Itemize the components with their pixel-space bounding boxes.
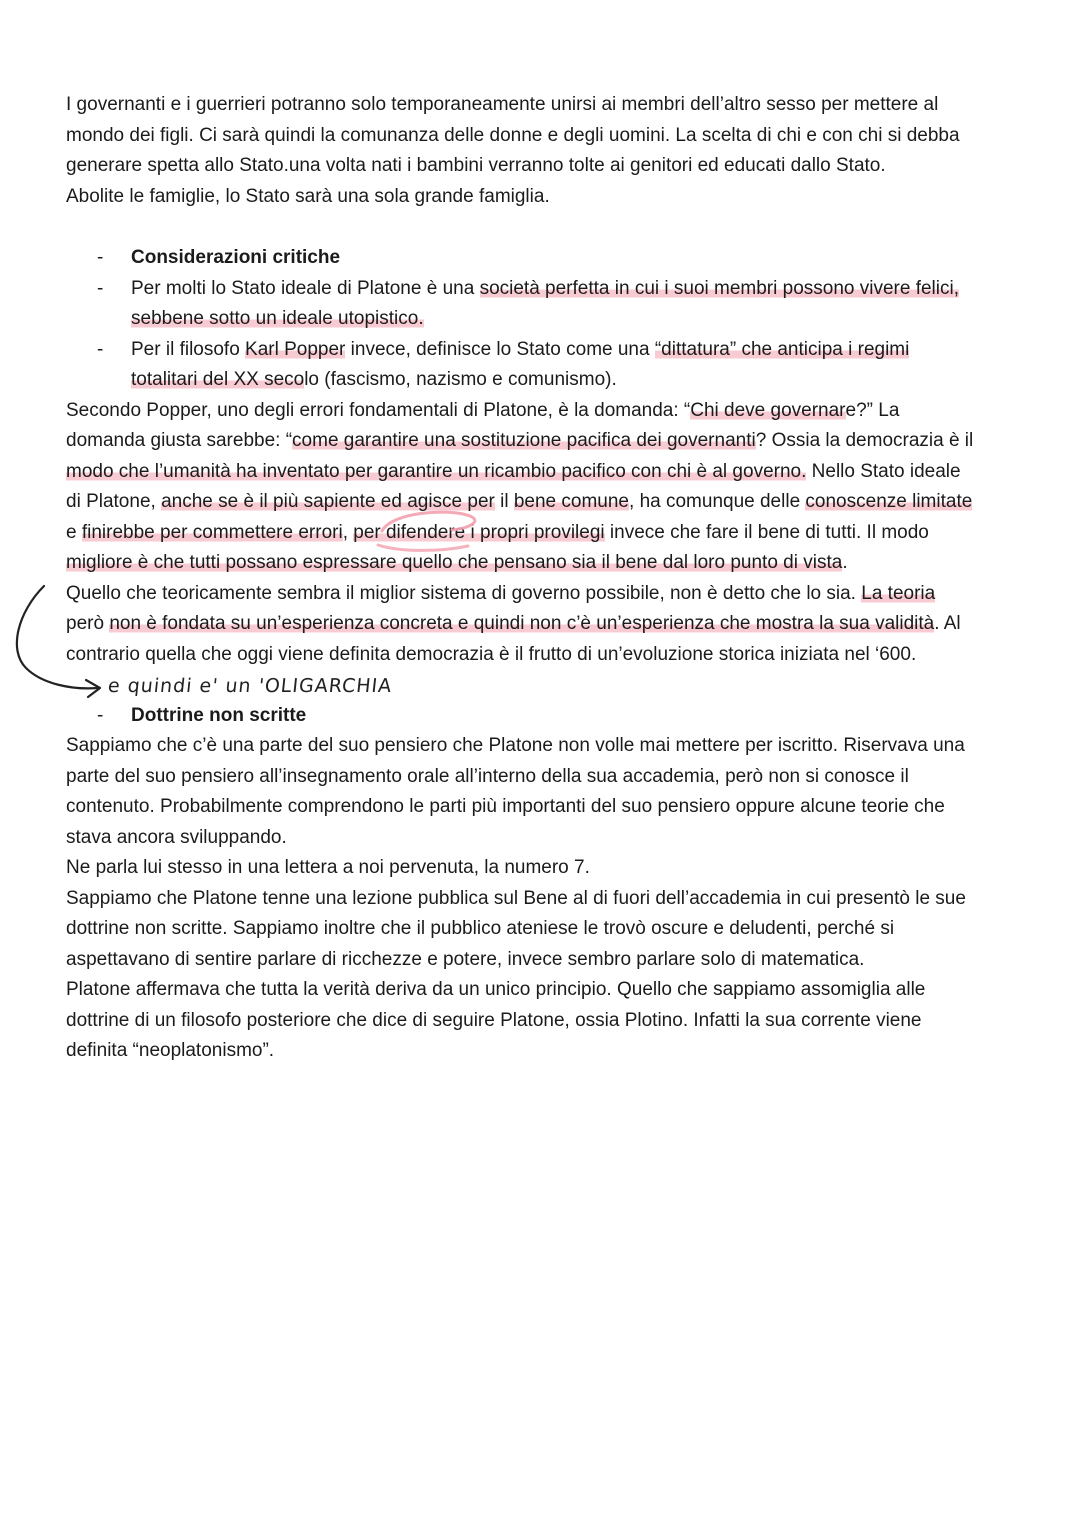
paragraph-line: contenuto. Probabilmente comprendono le parti più importanti del suo pensiero oppure alcune teorie che	[66, 796, 945, 817]
highlighted-text: Karl Popper	[245, 339, 346, 360]
paragraph-line: Abolite le famiglie, lo Stato sarà una sola grande famiglia.	[66, 186, 550, 207]
bullet-dash: -	[97, 247, 104, 268]
section-heading-dottrine: Dottrine non scritte	[131, 705, 307, 726]
bullet-dash: -	[97, 339, 104, 360]
highlighted-text: non è fondata su un’esperienza concreta e quindi non c’è un’esperienza che mostra la sua validità	[109, 613, 935, 634]
highlighted-text: società perfetta in cui i suoi membri possono vivere felici,	[479, 278, 959, 299]
paragraph-line: generare spetta allo Stato.una volta nati i bambini verranno tolte ai genitori ed educati dallo Stato.	[66, 155, 886, 176]
text-run: domanda giusta sarebbe: “	[66, 430, 293, 451]
highlighted-text: conoscenze limitate	[805, 491, 973, 512]
paragraph-line: stava ancora sviluppando.	[66, 827, 287, 848]
paragraph-line: aspettavano di sentire parlare di ricchezze e potere, invece sembro parlare solo di matematica.	[66, 949, 865, 970]
highlighted-text: totalitari del XX seco	[131, 369, 305, 390]
text-run: e?” La	[845, 400, 900, 421]
text-run: ,	[342, 522, 354, 543]
text-run: . Al	[934, 613, 961, 634]
highlighted-text: per difendere i propri provilegi	[353, 522, 605, 543]
paragraph-line: dottrine non scritte. Sappiamo inoltre che il pubblico ateniese le trovò oscure e deludenti, perché si	[66, 918, 895, 939]
highlighted-text: modo che l’umanità ha inventato per garantire un ricambio pacifico con chi è al governo.	[66, 461, 807, 482]
highlighted-text: anche se è il più sapiente ed agisce per	[161, 491, 495, 512]
paragraph-line: contrario quella che oggi viene definita democrazia è il frutto di un’evoluzione storica iniziata nel ‘600.	[66, 644, 917, 665]
paragraph-line: Ne parla lui stesso in una lettera a noi pervenuta, la numero 7.	[66, 857, 590, 878]
handwritten-annotation: e quindi e' un 'OLIGARCHIA	[106, 675, 394, 697]
paragraph-line: Platone affermava che tutta la verità deriva da un unico principio. Quello che sappiamo assomiglia alle	[66, 979, 926, 1000]
text-run: Per il filosofo	[131, 339, 246, 360]
curved-bracket-arrow	[17, 586, 98, 688]
underline-mark	[378, 545, 468, 550]
bullet-dash: -	[97, 278, 104, 299]
highlighted-text: “dittatura” che anticipa i regimi	[654, 339, 910, 360]
paragraph-line: definita “neoplatonismo”.	[66, 1040, 275, 1061]
section-heading-critiche: Considerazioni critiche	[131, 247, 341, 268]
text-run: , ha comunque delle	[629, 491, 806, 512]
circle-mark	[382, 512, 475, 531]
text-run: invece che fare il bene di tutti. Il modo	[604, 522, 929, 543]
highlighted-text: migliore è che tutti possano espressare quello che pensano sia il bene dal loro punto di vista	[66, 552, 843, 573]
paragraph-line: Sappiamo che c’è una parte del suo pensiero che Platone non volle mai mettere per iscritto. Riservava una	[66, 735, 965, 756]
highlighted-text: finirebbe per commettere errori	[81, 522, 343, 543]
text-run: .	[842, 552, 848, 573]
highlighted-text: come garantire una sostituzione pacifica dei governanti	[292, 430, 756, 451]
paragraph-line: dottrine di un filosofo posteriore che dice di seguire Platone, ossia Plotino. Infatti la sua corrente viene	[66, 1010, 922, 1031]
text-run: lo (fascismo, nazismo e comunismo).	[304, 369, 617, 390]
text-run: Quello che teoricamente sembra il miglior sistema di governo possibile, non è detto che lo sia.	[66, 583, 862, 604]
text-run: il	[494, 491, 514, 512]
paragraph-line: mondo dei figli. Ci sarà quindi la comunanza delle donne e degli uomini. La scelta di chi e con chi si debba	[66, 125, 960, 146]
text-run: di Platone,	[66, 491, 162, 512]
highlighted-text: sebbene sotto un ideale utopistico.	[131, 308, 424, 329]
text-run: però	[66, 613, 110, 634]
text-run: invece, definisce lo Stato come una	[345, 339, 655, 360]
text-run: Per molti lo Stato ideale di Platone è una	[131, 278, 480, 299]
bullet-dash: -	[97, 705, 104, 726]
paragraph-line: Sappiamo che Platone tenne una lezione pubblica sul Bene al di fuori dell’accademia in cui presentò le sue	[66, 888, 966, 909]
highlighted-text: La teoria	[861, 583, 936, 604]
highlighted-text: Chi deve governar	[690, 400, 846, 421]
text-run: e	[66, 522, 82, 543]
paragraph-line: I governanti e i guerrieri potranno solo temporaneamente unirsi ai membri dell’altro sesso per mettere al	[66, 94, 939, 115]
highlighted-text: bene comune	[513, 491, 630, 512]
paragraph-line: parte del suo pensiero all’insegnamento orale all’interno della sua accademia, però non si conosce il	[66, 766, 909, 787]
text-run: Secondo Popper, uno degli errori fondamentali di Platone, è la domanda: “	[66, 400, 691, 421]
text-run: Nello Stato ideale	[806, 461, 961, 482]
text-run: ? Ossia la democrazia è il	[755, 430, 974, 451]
